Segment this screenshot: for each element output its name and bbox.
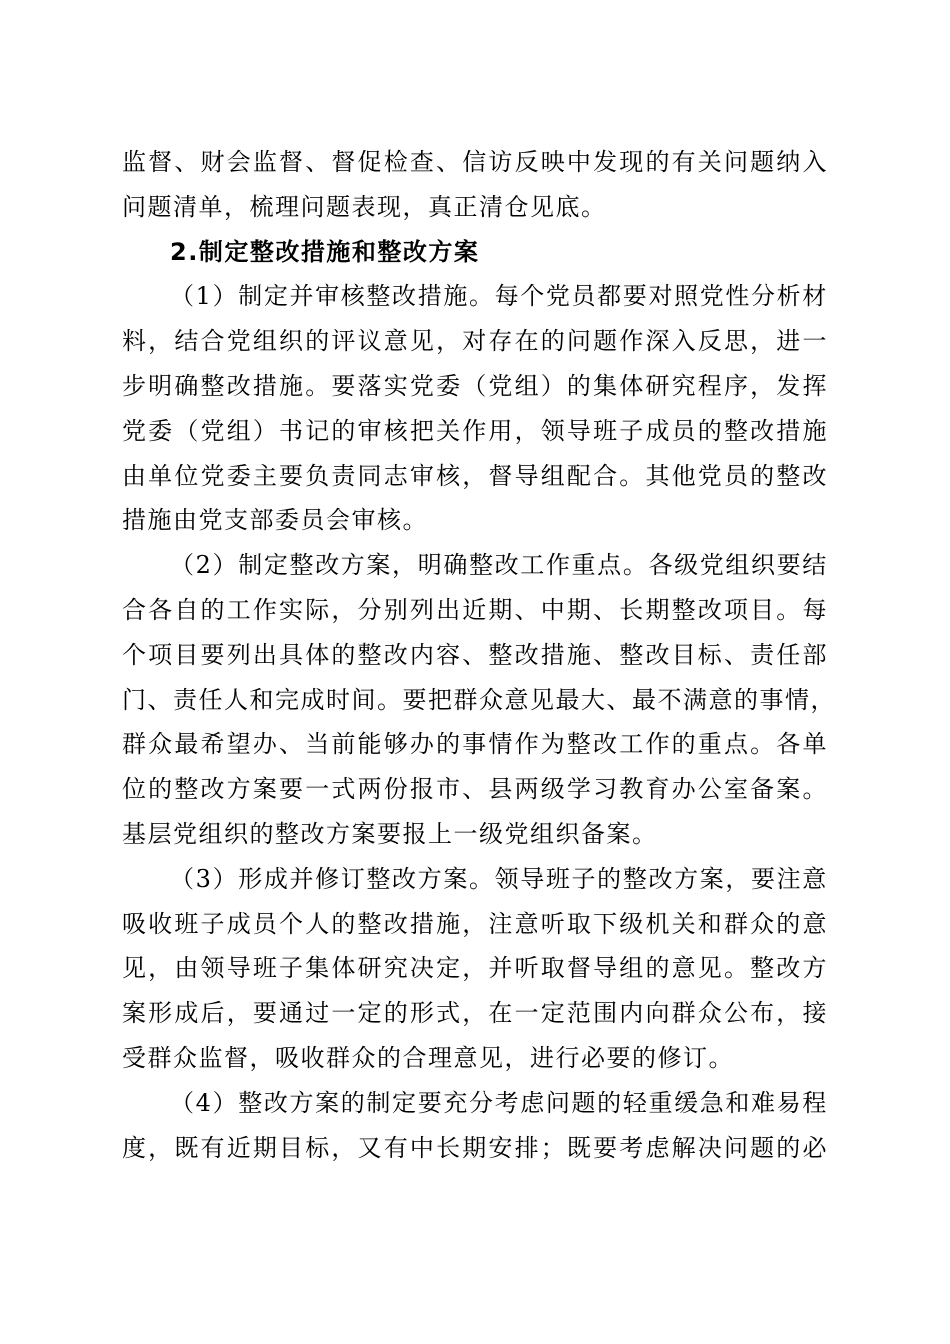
paragraph-line: 吸 收 班 子 成 员 个 人 的 整 改 措 施 ， 注 意 听 取 下 级 机 关 和 群 众 的 意 <box>122 909 828 938</box>
paragraph-line: 党 委 （ 党 组 ） 书 记 的 审 核 把 关 作 用 ， 领 导 班 子 成 员 的 整 改 措 施 <box>122 416 828 445</box>
paragraph-line: 监 督 、 财 会 监 督 、 督 促 检 查 、 信 访 反 映 中 发 现 的 有 关 问 题 纳 入 <box>122 148 828 176</box>
paragraph-line: 位 的 整 改 方 案 要 一 式 两 份 报 市 、 县 两 级 学 习 教 育 办 公 室 备 案 。 <box>122 775 828 804</box>
paragraph-line: （ 1 ） 制 定 并 审 核 整 改 措 施 。 每 个 党 员 都 要 对 照 党 性 分 析 材 <box>170 282 828 311</box>
paragraph-line: 度 ， 既 有 近 期 目 标 ， 又 有 中 长 期 安 排 ； 既 要 考 虑 解 决 问 题 的 必 <box>122 1133 828 1162</box>
paragraph-line: 基层党组织的整改方案要报上一级党组织备案。 <box>122 819 658 848</box>
paragraph-line: （ 3 ） 形 成 并 修 订 整 改 方 案 。 领 导 班 子 的 整 改 方 案 ， 要 注 意 <box>170 864 828 893</box>
paragraph-line: 门 、 责 任 人 和 完 成 时 间 。 要 把 群 众 意 见 最 大 、 最 不 满 意 的 事 情 ， <box>122 685 836 714</box>
paragraph-line: 料 ， 结 合 党 组 织 的 评 议 意 见 ， 对 存 在 的 问 题 作 深 入 反 思 ， 进 一 <box>122 327 828 356</box>
paragraph-line: （ 4 ） 整 改 方 案 的 制 定 要 充 分 考 虑 问 题 的 轻 重 缓 急 和 难 易 程 <box>170 1088 828 1117</box>
paragraph-line: 群 众 最 希 望 办 、 当 前 能 够 办 的 事 情 作 为 整 改 工 作 的 重 点 。 各 单 <box>122 730 828 759</box>
paragraph-line: 见 ， 由 领 导 班 子 集 体 研 究 决 定 ， 并 听 取 督 导 组 的 意 见 。 整 改 方 <box>122 954 828 983</box>
document-body <box>122 140 836 1170</box>
paragraph-line: （ 2 ） 制 定 整 改 方 案 ， 明 确 整 改 工 作 重 点 。 各 级 党 组 织 要 结 <box>170 551 828 580</box>
paragraph-line: 受群众监督，吸收群众的合理意见，进行必要的修订。 <box>122 1043 734 1072</box>
paragraph-line: 合 各 自 的 工 作 实 际 ， 分 别 列 出 近 期 、 中 期 、 长 期 整 改 项 目 。 每 <box>122 595 828 624</box>
paragraph-line: 案 形 成 后 ， 要 通 过 一 定 的 形 式 ， 在 一 定 范 围 内 向 群 众 公 布 ， 接 <box>122 999 828 1028</box>
paragraph-line: 措施由党支部委员会审核。 <box>122 506 428 535</box>
paragraph-line: 个 项 目 要 列 出 具 体 的 整 改 内 容 、 整 改 措 施 、 整 改 目 标 、 责 任 部 <box>122 640 828 669</box>
paragraph-line: 由 单 位 党 委 主 要 负 责 同 志 审 核 ， 督 导 组 配 合 。 其 他 党 员 的 整 改 <box>122 461 828 490</box>
section-heading: 2.制定整改措施和整改方案 <box>170 237 480 266</box>
paragraph-line: 问题清单，梳理问题表现，真正清仓见底。 <box>122 192 607 221</box>
paragraph-line: 步 明 确 整 改 措 施 。 要 落 实 党 委 （ 党 组 ） 的 集 体 研 究 程 序 ， 发 挥 <box>122 371 828 400</box>
